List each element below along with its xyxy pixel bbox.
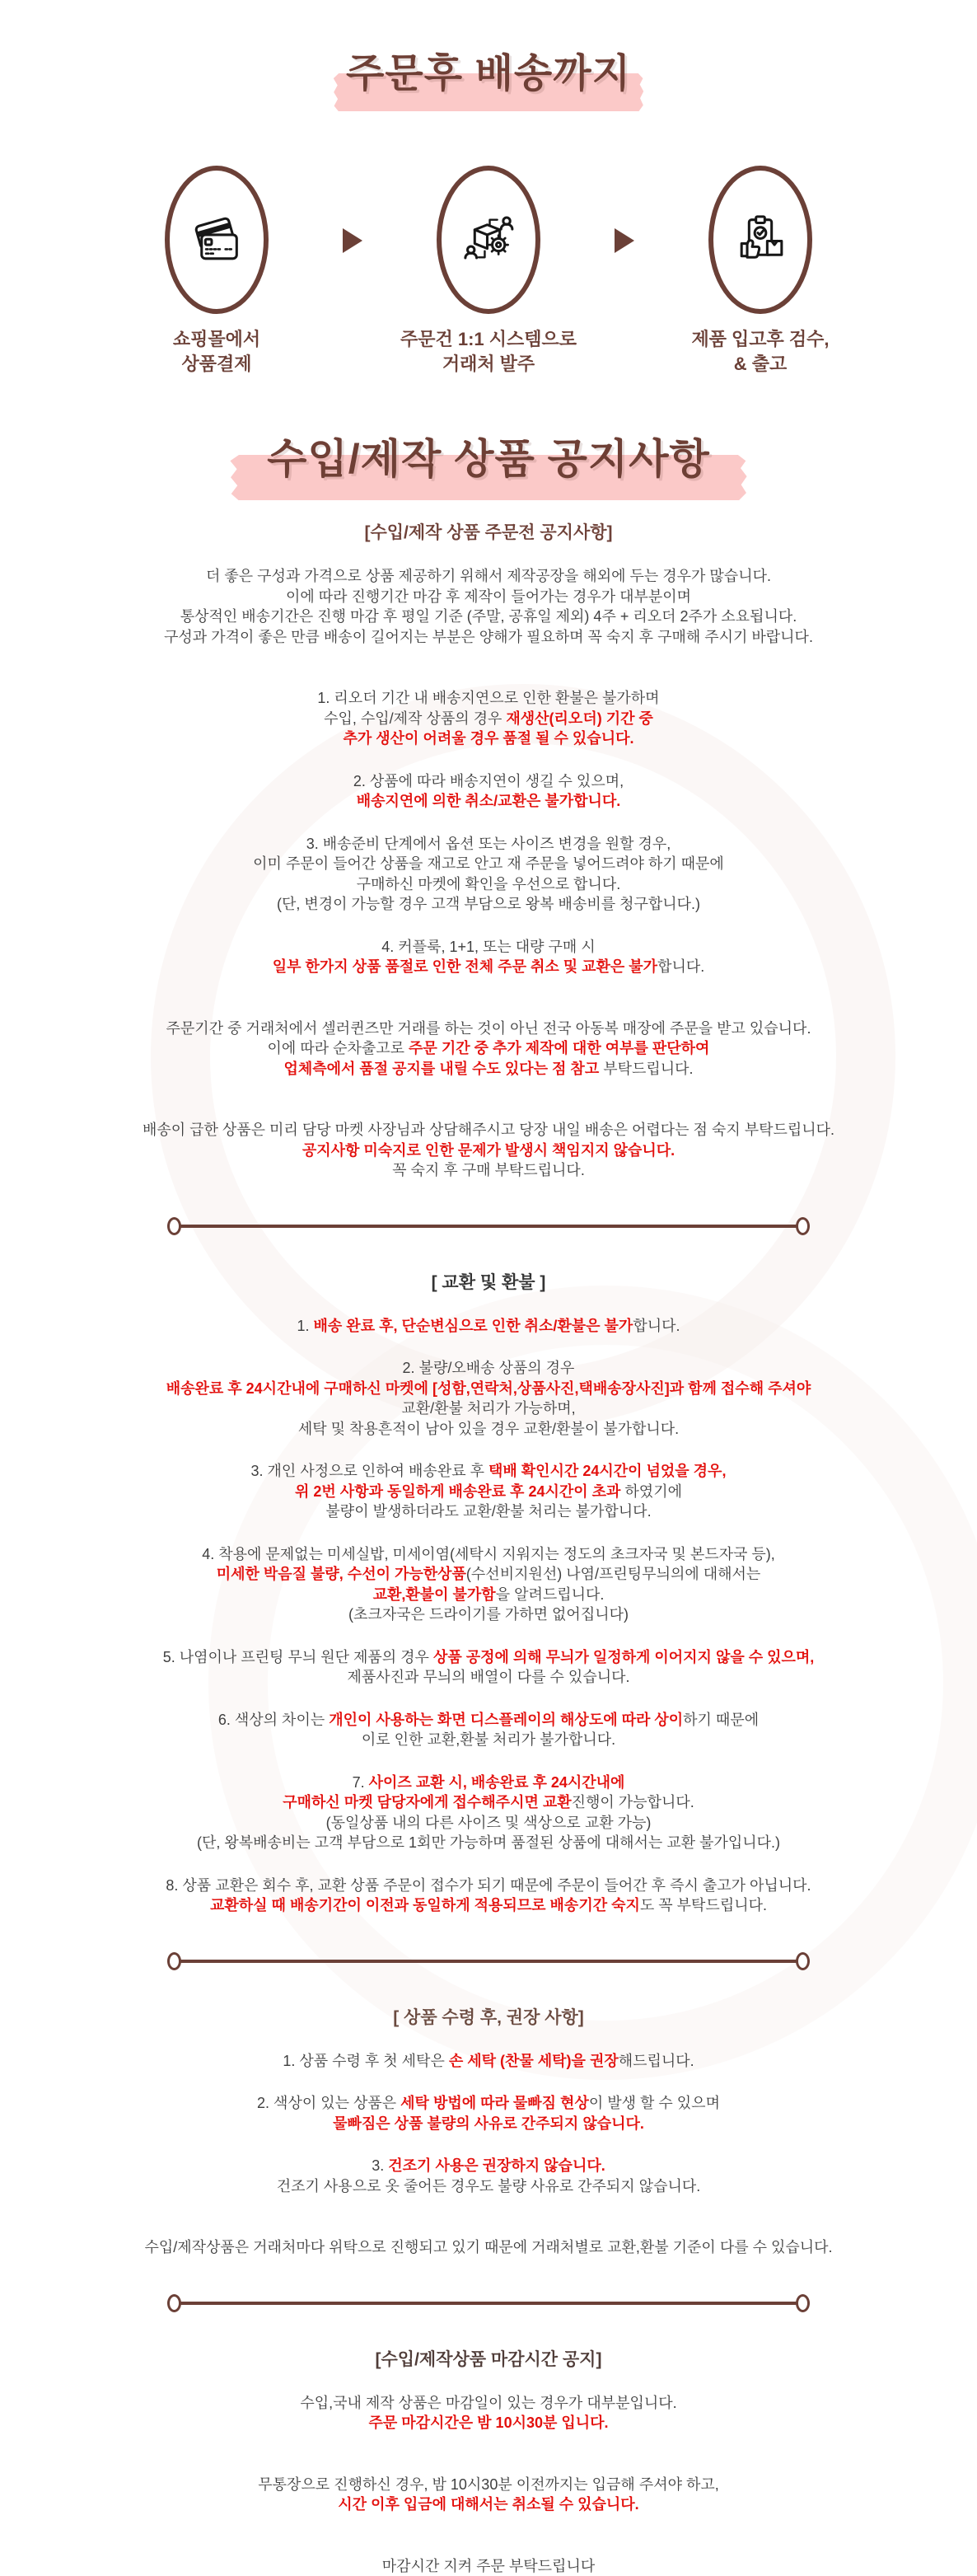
notice-line: 구매하신 마켓에 확인을 우선으로 합니다. [101,874,876,895]
notice-content [77,522,900,2576]
notice-paragraph [101,1019,876,1080]
notice-line: 6. 색상의 차이는 개인이 사용하는 화면 디스플레이의 해상도에 따라 상이하기 때문에 [101,1710,876,1731]
notice-line: 주문 마감시간은 밤 10시30분 입니다. [101,2413,876,2433]
page-title-text: 주문후 배송까지 [346,52,631,96]
process-step-order-system [390,166,587,377]
notice-line: 1. 상품 수령 후 첫 세탁은 손 세탁 (찬물 세탁)을 권장해드립니다. [101,2051,876,2072]
notice-paragraph [101,771,876,812]
notice-line: 2. 상품에 따라 배송지연이 생길 수 있으며, [101,771,876,792]
divider-line [180,1960,797,1963]
notice-line: 수입,국내 제작 상품은 마감일이 있는 경우가 대부분입니다. [101,2393,876,2414]
notice-paragraph [101,1647,876,1688]
notice-paragraph [101,1316,876,1337]
page-title [346,41,631,98]
notice-line: 4. 착용에 문제없는 미세실밥, 미세이염(세탁시 지워지는 정도의 초크자국 및 본드자국 등), [101,1544,876,1565]
notice-line: 4. 커플룩, 1+1, 또는 대량 구매 시 [101,937,876,958]
section-header: [수입/제작 상품 주문전 공지사항] [77,522,900,545]
notice-line: 마감시간 지켜 주문 부탁드립니다 [101,2556,876,2576]
divider-line [180,2302,797,2305]
section-header: [ 상품 수령 후, 권장 사항] [77,2007,900,2030]
divider-ring [796,1952,810,1970]
notice-line: 교환/환불 처리가 가능하며, [101,1398,876,1419]
step-label-line2: 상품결제 [181,354,251,374]
notice-line: 업체측에서 품절 공지를 내릴 수도 있다는 점 참고 부탁드립니다. [101,1059,876,1080]
divider-ring [796,2294,810,2312]
notice-line: 3. 배송준비 단계에서 옵션 또는 사이즈 변경을 원할 경우, [101,834,876,855]
arrow-right-icon [343,228,362,253]
notice-line: 일부 한가지 상품 품절로 인한 전체 주문 취소 및 교환은 불가합니다. [101,957,876,977]
notice-line: 7. 사이즈 교환 시, 배송완료 후 24시간내에 [101,1773,876,1793]
arrow-right-icon [615,228,634,253]
notice-line: 이로 인한 교환,환불 처리가 불가합니다. [101,1730,876,1750]
section-divider [167,2294,810,2312]
notice-paragraph [101,937,876,977]
notice-line: 배송완료 후 24시간내에 구매하신 마켓에 [성함,연락처,상품사진,택배송장사진]과 함께 접수해 주셔야 [101,1379,876,1399]
process-step-payment [119,166,315,377]
notice-line: 제품사진과 무늬의 배열이 다를 수 있습니다. [101,1667,876,1688]
inspection-shipping-icon [729,208,792,271]
notice-line: 추가 생산이 어려울 경우 품절 될 수 있습니다. [101,728,876,749]
divider-line [180,1225,797,1228]
step-circle [165,166,269,314]
notice-line: 세탁 및 착용흔적이 남아 있을 경우 교환/환불이 불가합니다. [101,1419,876,1440]
step-circle [708,166,812,314]
notice-paragraph [101,1120,876,1181]
section-header: [ 교환 및 환불 ] [77,1272,900,1295]
notice-paragraph [101,2093,876,2133]
notice-paragraph [101,1773,876,1853]
notice-line: 건조기 사용으로 옷 줄어든 경우도 불량 사유로 간주되지 않습니다. [101,2176,876,2197]
notice-line: 물빠짐은 상품 불량의 사유로 간주되지 않습니다. [101,2114,876,2134]
notice-line: 꼭 숙지 후 구매 부탁드립니다. [101,1160,876,1181]
notice-line: 교환하실 때 배송기간이 이전과 동일하게 적용되므로 배송기간 숙지도 꼭 부탁드립니다. [101,1895,876,1916]
shipping-notice-page [77,0,900,2390]
notice-line: 구매하신 마켓 담당자에게 접수해주시면 교환진행이 가능합니다. [101,1792,876,1813]
notice-paragraph [101,1710,876,1750]
notice-line: 무통장으로 진행하신 경우, 밤 10시30분 이전까지는 입금해 주셔야 하고, [101,2475,876,2495]
step-label-line2: & 출고 [734,354,788,374]
step-label-line2: 거래처 발주 [442,354,535,374]
notice-line: 수입, 수입/제작 상품의 경우 재생산(리오더) 기간 중 [101,709,876,729]
notice-line: 이에 따라 진행기간 마감 후 제작이 들어가는 경우가 대부분이며 [101,587,876,607]
notice-line: 3. 개인 사정으로 인하여 배송완료 후 택배 확인시간 24시간이 넘었을 경우, [101,1461,876,1482]
section-divider [167,1952,810,1970]
notice-line: 구성과 가격이 좋은 만큼 배송이 길어지는 부분은 양해가 필요하며 꼭 숙지 후 구매해 주시기 바랍니다. [101,627,876,648]
notice-line: 1. 배송 완료 후, 단순변심으로 인한 취소/환불은 불가합니다. [101,1316,876,1337]
notice-paragraph [101,834,876,915]
notice-line: 불량이 발생하더라도 교환/환불 처리는 불가합니다. [101,1501,876,1522]
notice-paragraph [101,688,876,749]
notice-line: 교환,환불이 불가함을 알려드립니다. [101,1585,876,1605]
notice-line: 2. 색상이 있는 상품은 세탁 방법에 따라 물빠짐 현상이 발생 할 수 있으며 [101,2093,876,2114]
notice-paragraph [101,2556,876,2576]
notice-line: 주문기간 중 거래처에서 셀러퀸즈만 거래를 하는 것이 아닌 전국 아동복 매장에 주문을 받고 있습니다. [101,1019,876,1039]
notice-line: (단, 변경이 가능할 경우 고객 부담으로 왕복 배송비를 청구합니다.) [101,894,876,915]
notice-paragraph [101,1544,876,1625]
notice-paragraph [101,2475,876,2515]
notice-paragraph [101,2237,876,2258]
notice-line: 3. 건조기 사용은 권장하지 않습니다. [101,2156,876,2176]
notice-line: 수입/제작상품은 거래처마다 위탁으로 진행되고 있기 때문에 거래처별로 교환,환불 기준이 다를 수 있습니다. [101,2237,876,2258]
notice-paragraph [101,1461,876,1522]
notice-line: 이에 따라 순차출고로 주문 기간 중 추가 제작에 대한 여부를 판단하여 [101,1038,876,1059]
notice-title-section [77,426,900,485]
notice-line: 미세한 박음질 불량, 수선이 가능한상품(수선비지원선) 나염/프린팅무늬의에 대해서는 [101,1564,876,1585]
notice-line: 8. 상품 교환은 회수 후, 교환 상품 주문이 접수가 되기 때문에 주문이 들어간 후 즉시 출고가 아닙니다. [101,1876,876,1896]
step-label [119,327,315,377]
notice-line: 통상적인 배송기간은 진행 마감 후 평일 기준 (주말, 공휴일 제외) 4주 + 리오더 2주가 소요됩니다. [101,607,876,627]
notice-line: 공지사항 미숙지로 인한 문제가 발생시 책임지지 않습니다. [101,1140,876,1161]
notice-line: (초크자국은 드라이기를 가하면 없어집니다) [101,1604,876,1625]
notice-line: 1. 리오더 기간 내 배송지연으로 인한 환불은 불가하며 [101,688,876,709]
hero-section [77,0,900,98]
notice-paragraph [101,1876,876,1916]
section-divider [167,1217,810,1235]
credit-card-icon [185,208,248,271]
step-label-line1: 주문건 1:1 시스템으로 [400,329,577,349]
notice-line: (동일상품 내의 다른 사이즈 및 색상으로 교환 가능) [101,1813,876,1834]
step-label-line1: 쇼핑몰에서 [173,329,260,349]
process-step-inspection [662,166,858,377]
divider-ring [796,1217,810,1235]
notice-line: 더 좋은 구성과 가격으로 상품 제공하기 위해서 제작공장을 해외에 두는 경우가 많습니다. [101,566,876,587]
notice-paragraph [101,2156,876,2196]
notice-line: 2. 불량/오배송 상품의 경우 [101,1358,876,1379]
step-label [662,327,858,377]
notice-line: (단, 왕복배송비는 고객 부담으로 1회만 가능하며 품절된 상품에 대해서는 교환 불가입니다.) [101,1833,876,1853]
notice-line: 위 2번 사항과 동일하게 배송완료 후 24시간이 초과 하였기에 [101,1482,876,1502]
order-system-icon [457,208,520,271]
notice-paragraph [101,1358,876,1439]
notice-title [267,426,710,485]
step-label-line1: 제품 입고후 검수, [691,329,829,349]
notice-paragraph [101,566,876,647]
section-header: [수입/제작상품 마감시간 공지] [77,2349,900,2372]
notice-line: 이미 주문이 들어간 상품을 재고로 안고 재 주문을 넣어드려야 하기 때문에 [101,854,876,874]
notice-line: 5. 나염이나 프린팅 무늬 원단 제품의 경우 상품 공정에 의해 무늬가 일정하게 이어지지 않을 수 있으며, [101,1647,876,1668]
step-circle [437,166,540,314]
notice-line: 시간 이후 입금에 대해서는 취소될 수 있습니다. [101,2494,876,2515]
notice-line: 배송지연에 의한 취소/교환은 불가합니다. [101,791,876,812]
order-process-flow [77,166,900,377]
notice-title-text: 수입/제작 상품 공지사항 [267,436,710,482]
step-label [390,327,587,377]
notice-line: 배송이 급한 상품은 미리 담당 마켓 사장님과 상담해주시고 당장 내일 배송은 어렵다는 점 숙지 부탁드립니다. [101,1120,876,1140]
notice-paragraph [101,2393,876,2433]
notice-paragraph [101,2051,876,2072]
